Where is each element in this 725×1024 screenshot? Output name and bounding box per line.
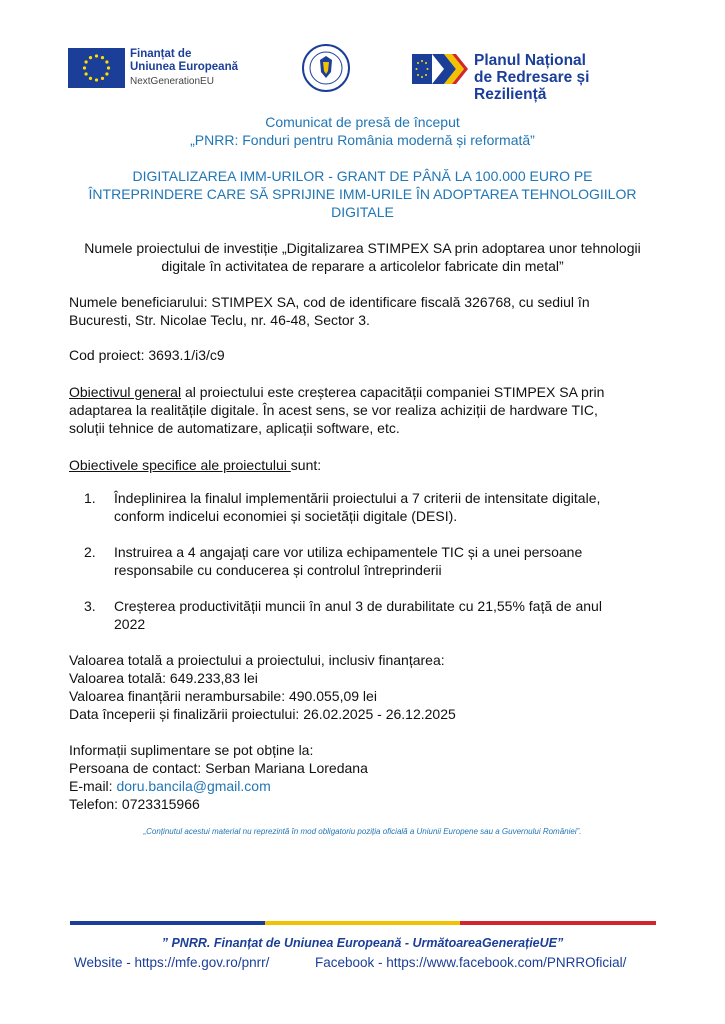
romanian-government-seal-icon xyxy=(302,44,350,92)
project-values xyxy=(69,651,669,723)
list-item-line-1: Creșterea productivității muncii în anul 3 de durabilitate cu 21,55% față de anul xyxy=(114,598,602,614)
project-name-line-1: Numele proiectului de investiție „Digitalizarea STIMPEX SA prin adoptarea unor tehnologii xyxy=(84,240,641,256)
contact-phone: Telefon: 0723315966 xyxy=(69,796,200,812)
project-dates: Data începerii și finalizării proiectului: 26.02.2025 - 26.12.2025 xyxy=(69,706,456,722)
project-code: Cod proiect: 3693.1/i3/c9 xyxy=(69,347,225,363)
pnrr-logo xyxy=(412,50,662,103)
general-objective-line-1: al proiectului este creșterea capacității companiei STIMPEX SA prin xyxy=(181,384,605,400)
contact-heading: Informații suplimentare se pot obține la: xyxy=(69,742,314,758)
total-value: Valoarea totală: 649.233,83 lei xyxy=(69,670,258,686)
non-reimbursable-value: Valoarea finanțării nerambursabile: 490.055,09 lei xyxy=(69,688,377,704)
footer-tricolor-divider xyxy=(70,921,656,925)
list-item-line-1: Instruirea a 4 angajați care vor utiliza echipamentele TIC și a unei persoane xyxy=(114,544,583,560)
beneficiary-line-1: Numele beneficiarului: STIMPEX SA, cod de identificare fiscală 326768, cu sediul în xyxy=(69,294,590,310)
press-release-heading xyxy=(60,113,665,149)
footer-facebook-link[interactable]: Facebook - https://www.facebook.com/PNRROficial/ xyxy=(315,955,627,970)
eu-funding-line1: Finanțat de xyxy=(130,48,192,60)
email-link[interactable]: doru.bancila@gmail.com xyxy=(116,778,271,794)
general-objective xyxy=(69,383,669,437)
list-item-line-2: 2022 xyxy=(114,616,146,632)
press-release-type: Comunicat de presă de început xyxy=(265,114,460,130)
beneficiary xyxy=(69,293,669,329)
list-item-number: 3. xyxy=(84,598,96,614)
general-objective-label: Obiectivul general xyxy=(69,384,182,400)
list-item-number: 1. xyxy=(84,490,96,506)
press-release-subtitle: „PNRR: Fonduri pentru România modernă și reformată” xyxy=(190,132,535,148)
project-name-line-2: digitale în activitatea de reparare a articolelor fabricate din metal” xyxy=(161,258,564,274)
specific-objectives-suffix: sunt: xyxy=(290,457,322,473)
list-item-line-2: conform indicelui economiei și societății digitale (DESI). xyxy=(114,508,458,524)
specific-objectives-heading xyxy=(69,456,669,474)
disclaimer: „Conținutul acestui material nu reprezintă în mod obligatoriu poziția oficială a Uniunii Europene sau a Guvernului României”. xyxy=(143,827,582,836)
project-name xyxy=(60,239,665,275)
values-heading: Valoarea totală a proiectului a proiectului, inclusiv finanțarea: xyxy=(69,652,445,668)
general-objective-line-2: adaptarea la realitățile digitale. În acest sens, se vor realiza achiziții de hardware TIC, xyxy=(69,402,598,418)
pnrr-line1: Planul Național xyxy=(474,52,586,69)
email-label: E-mail: xyxy=(69,778,117,794)
contact-person: Persoana de contact: Serban Mariana Loredana xyxy=(69,760,368,776)
general-objective-line-3: soluții tehnice de automatizare, aplicații software, etc. xyxy=(69,420,400,436)
eu-funding-logo xyxy=(68,48,246,90)
eu-funding-line3: NextGenerationEU xyxy=(130,76,214,87)
pnrr-mark-icon xyxy=(412,52,468,86)
eu-flag-icon xyxy=(68,48,125,88)
footer-slogan: ” PNRR. Finanțat de Uniunea Europeană - UrmătoareaGenerațieUE” xyxy=(161,936,564,950)
list-item-number: 2. xyxy=(84,544,96,560)
eu-funding-line2: Uniunea Europeană xyxy=(130,61,238,73)
list-item-line-1: Îndeplinirea la finalul implementării proiectului a 7 criterii de intensitate digitale, xyxy=(114,490,601,506)
list-item-line-2: responsabile cu conducerea și controlul întreprinderii xyxy=(114,562,442,578)
title-line-3: DIGITALE xyxy=(331,204,394,220)
contact-info xyxy=(69,741,669,813)
title-line-1: DIGITALIZAREA IMM-URILOR - GRANT DE PÂNĂ LA 100.000 EURO PE xyxy=(132,168,593,184)
pnrr-line2: de Redresare și Reziliență xyxy=(474,69,590,103)
footer-website-link[interactable]: Website - https://mfe.gov.ro/pnrr/ xyxy=(74,955,270,970)
title-line-2: ÎNTREPRINDERE CARE SĂ SPRIJINE IMM-URILE ÎN ADOPTAREA TEHNOLOGIILOR xyxy=(88,186,637,202)
beneficiary-line-2: Bucuresti, Str. Nicolae Teclu, nr. 46-48, Sector 3. xyxy=(69,312,370,328)
specific-objectives-label: Obiectivele specifice ale proiectului xyxy=(69,457,291,473)
document-title xyxy=(60,167,665,221)
